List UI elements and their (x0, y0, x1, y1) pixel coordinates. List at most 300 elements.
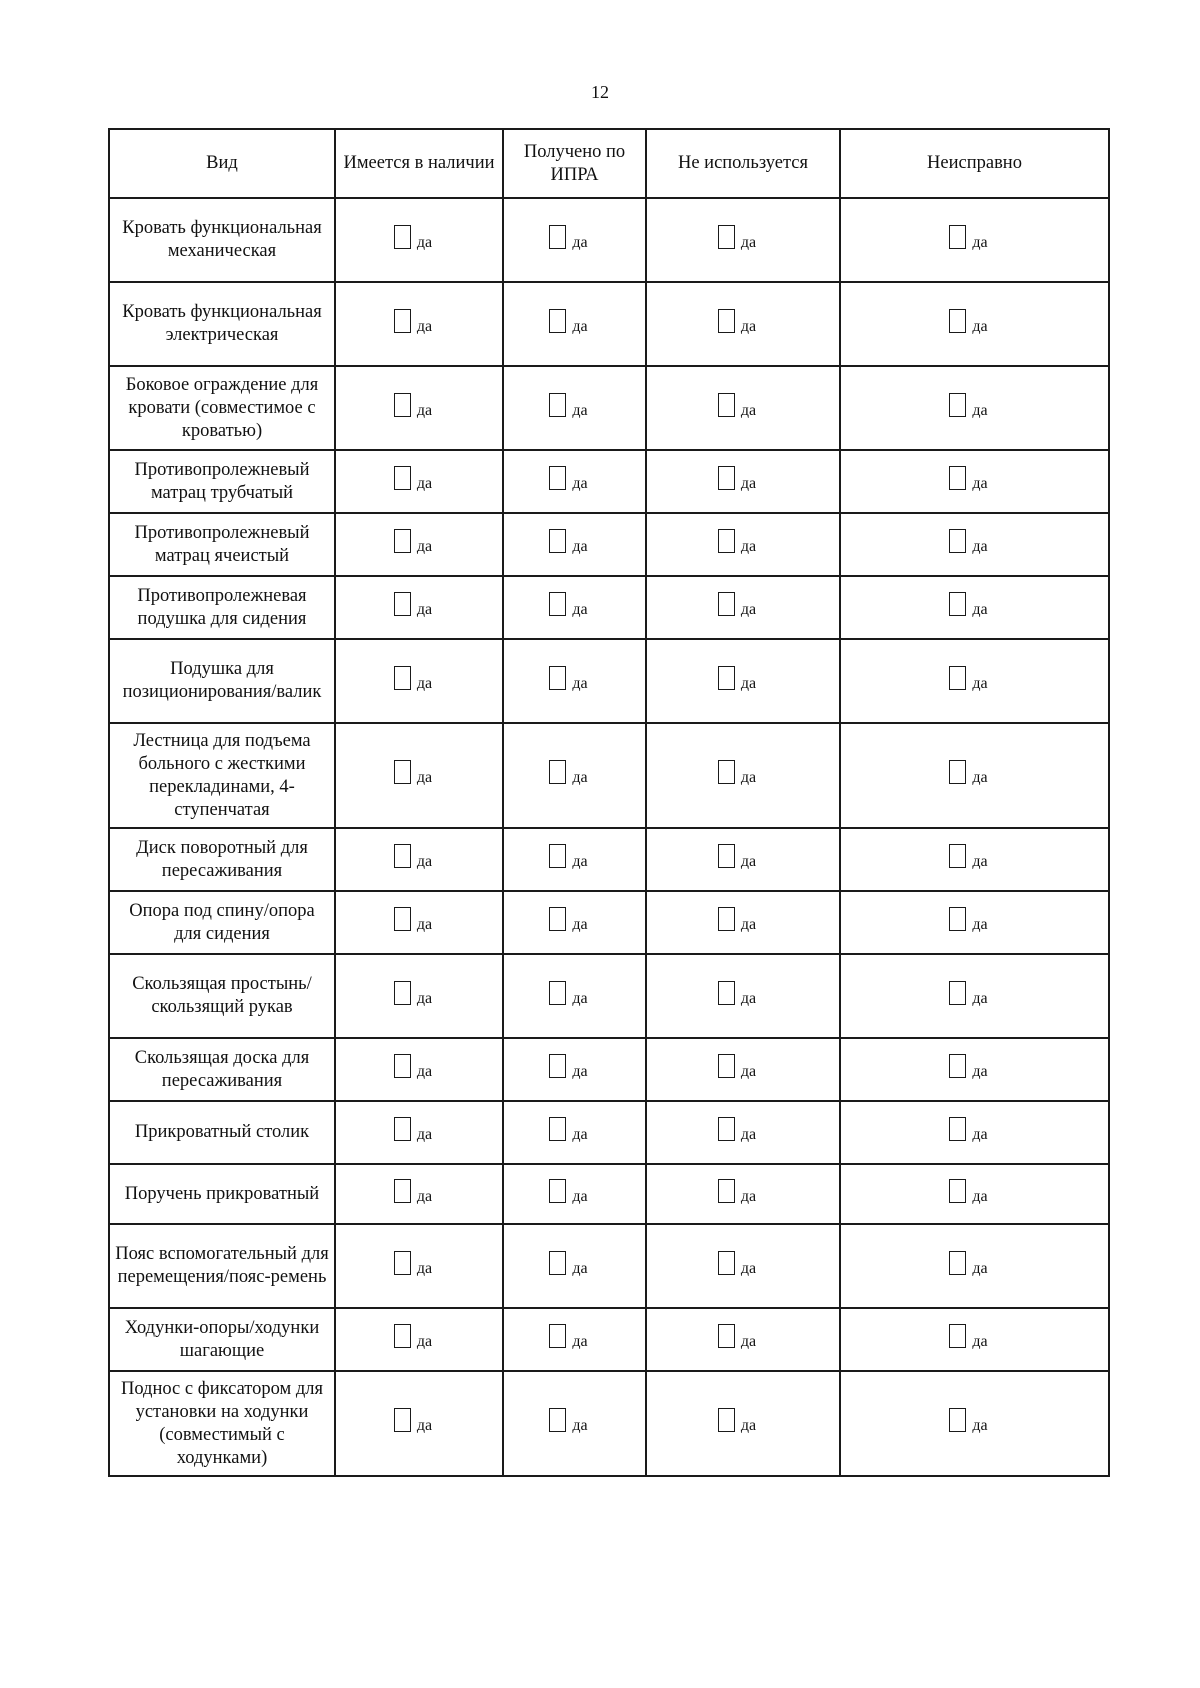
not-used-option[interactable] (718, 1179, 756, 1203)
cell-faulty (840, 828, 1109, 891)
table-row (109, 198, 1109, 282)
cell-faulty (840, 513, 1109, 576)
checkbox-received-ipra[interactable] (549, 1408, 566, 1432)
available-option[interactable] (394, 760, 432, 784)
received-ipra-option[interactable] (549, 760, 587, 784)
item-name: Кровать функциональная электрическая (109, 282, 335, 366)
cell-available (335, 366, 503, 450)
received-ipra-option[interactable] (549, 1408, 587, 1432)
checkbox-label: да (572, 1126, 588, 1143)
checkbox-available[interactable] (394, 1251, 411, 1275)
checkbox-label: да (416, 1417, 433, 1434)
cell-not-used (646, 576, 840, 639)
faulty-option[interactable] (949, 1054, 987, 1078)
cell-not-used (646, 639, 840, 723)
checkbox-label: да (416, 1063, 433, 1080)
checkbox-label: да (740, 1063, 757, 1080)
checkbox-not-used[interactable] (718, 1054, 735, 1078)
checkbox-label: да (972, 1417, 988, 1434)
checkbox-not-used[interactable] (718, 1251, 735, 1275)
checkbox-label: да (416, 853, 433, 870)
checkbox-label: да (972, 1333, 988, 1350)
checkbox-faulty[interactable] (949, 981, 966, 1005)
checkbox-faulty[interactable] (949, 666, 966, 690)
checkbox-label: да (416, 317, 433, 335)
checkbox-not-used[interactable] (718, 393, 735, 417)
not-used-option[interactable] (718, 309, 756, 333)
cell-faulty (840, 639, 1109, 723)
faulty-option[interactable] (949, 1117, 987, 1141)
checkbox-available[interactable] (394, 393, 411, 417)
checkbox-available[interactable] (394, 466, 411, 490)
checkbox-available[interactable] (394, 981, 411, 1005)
cell-faulty (840, 282, 1109, 366)
checkbox-not-used[interactable] (718, 1408, 735, 1432)
checkbox-not-used[interactable] (718, 592, 735, 616)
cell-received-ipra (503, 513, 646, 576)
cell-received-ipra (503, 639, 646, 723)
not-used-option[interactable] (718, 529, 756, 553)
cell-available (335, 828, 503, 891)
received-ipra-option[interactable] (549, 666, 587, 690)
cell-not-used (646, 1308, 840, 1371)
cell-available (335, 1164, 503, 1224)
checkbox-label: да (572, 916, 588, 933)
not-used-option[interactable] (718, 1251, 756, 1275)
received-ipra-option[interactable] (549, 907, 587, 931)
cell-not-used (646, 513, 840, 576)
faulty-option[interactable] (949, 592, 987, 616)
faulty-option[interactable] (949, 309, 987, 333)
cell-faulty (840, 198, 1109, 282)
faulty-option[interactable] (949, 1179, 987, 1203)
cell-received-ipra (503, 1101, 646, 1164)
item-name: Противопролежневый матрац трубчатый (109, 450, 335, 513)
cell-available (335, 639, 503, 723)
cell-not-used (646, 282, 840, 366)
checkbox-label: да (572, 674, 588, 692)
item-name: Противопролежневый матрац ячеистый (109, 513, 335, 576)
checkbox-available[interactable] (394, 1117, 411, 1141)
cell-faulty (840, 1101, 1109, 1164)
checkbox-available[interactable] (394, 760, 411, 784)
available-option[interactable] (394, 1324, 432, 1348)
table-row (109, 1101, 1109, 1164)
checkbox-received-ipra[interactable] (549, 1179, 566, 1203)
checkbox-received-ipra[interactable] (549, 760, 566, 784)
checkbox-available[interactable] (394, 1179, 411, 1203)
not-used-option[interactable] (718, 981, 756, 1005)
item-name: Поднос с фиксатором для установки на ходунки (совместимый с ходунками) (109, 1371, 335, 1476)
item-name: Лестница для подъема больного с жесткими перекладинами, 4-ступенчатая (109, 723, 335, 828)
faulty-option[interactable] (949, 1251, 987, 1275)
checkbox-label: да (416, 475, 433, 492)
table-body (109, 198, 1109, 1476)
checkbox-faulty[interactable] (949, 592, 966, 616)
checkbox-received-ipra[interactable] (549, 1054, 566, 1078)
checkbox-label: да (972, 538, 988, 555)
checkbox-not-used[interactable] (718, 981, 735, 1005)
item-name: Скользящая доска для пересаживания (109, 1038, 335, 1101)
checkbox-not-used[interactable] (718, 1117, 735, 1141)
item-name: Боковое ограждение для кровати (совместимое с кроватью) (109, 366, 335, 450)
available-option[interactable] (394, 1179, 432, 1203)
faulty-option[interactable] (949, 760, 987, 784)
table-row (109, 639, 1109, 723)
checkbox-label: да (740, 1259, 757, 1277)
checkbox-label: да (972, 1126, 988, 1143)
faulty-option[interactable] (949, 529, 987, 553)
checkbox-label: да (416, 1259, 433, 1277)
cell-available (335, 1101, 503, 1164)
received-ipra-option[interactable] (549, 393, 587, 417)
checkbox-label: да (972, 1063, 988, 1080)
checkbox-received-ipra[interactable] (549, 466, 566, 490)
checkbox-label: да (972, 989, 988, 1007)
cell-received-ipra (503, 954, 646, 1038)
checkbox-received-ipra[interactable] (549, 393, 566, 417)
table-row (109, 1164, 1109, 1224)
table-row (109, 828, 1109, 891)
received-ipra-option[interactable] (549, 225, 587, 249)
not-used-option[interactable] (718, 844, 756, 868)
cell-faulty (840, 1308, 1109, 1371)
checkbox-label: да (972, 1259, 988, 1277)
item-name: Противопролежневая подушка для сидения (109, 576, 335, 639)
header-received-ipra: Получено по ИПРА (503, 129, 646, 198)
cell-faulty (840, 366, 1109, 450)
checkbox-label: да (740, 1126, 757, 1143)
checkbox-label: да (740, 989, 757, 1007)
checkbox-label: да (740, 401, 757, 419)
cell-available (335, 576, 503, 639)
cell-available (335, 513, 503, 576)
checkbox-faulty[interactable] (949, 1054, 966, 1078)
checkbox-not-used[interactable] (718, 309, 735, 333)
cell-available (335, 198, 503, 282)
checkbox-available[interactable] (394, 309, 411, 333)
checkbox-not-used[interactable] (718, 225, 735, 249)
cell-not-used (646, 828, 840, 891)
faulty-option[interactable] (949, 981, 987, 1005)
received-ipra-option[interactable] (549, 466, 587, 490)
received-ipra-option[interactable] (549, 844, 587, 868)
cell-faulty (840, 1164, 1109, 1224)
checkbox-available[interactable] (394, 907, 411, 931)
cell-received-ipra (503, 366, 646, 450)
checkbox-label: да (972, 674, 988, 692)
table-row (109, 1038, 1109, 1101)
checkbox-faulty[interactable] (949, 1408, 966, 1432)
checkbox-label: да (416, 769, 433, 786)
available-option[interactable] (394, 225, 432, 249)
checkbox-available[interactable] (394, 1324, 411, 1348)
item-name: Прикроватный столик (109, 1101, 335, 1164)
faulty-option[interactable] (949, 666, 987, 690)
cell-available (335, 1371, 503, 1476)
checkbox-label: да (972, 1187, 988, 1205)
cell-received-ipra (503, 576, 646, 639)
header-faulty: Неисправно (840, 129, 1109, 198)
checkbox-faulty[interactable] (949, 1324, 966, 1348)
checkbox-faulty[interactable] (949, 529, 966, 553)
faulty-option[interactable] (949, 466, 987, 490)
cell-faulty (840, 1224, 1109, 1308)
item-name: Скользящая простынь/скользящий рукав (109, 954, 335, 1038)
available-option[interactable] (394, 981, 432, 1005)
checkbox-available[interactable] (394, 225, 411, 249)
available-option[interactable] (394, 1117, 432, 1141)
faulty-option[interactable] (949, 907, 987, 931)
available-option[interactable] (394, 529, 432, 553)
checkbox-label: да (572, 769, 588, 786)
checkbox-label: да (572, 475, 588, 492)
checkbox-label: да (416, 1333, 433, 1350)
item-name: Ходунки-опоры/ходунки шагающие (109, 1308, 335, 1371)
checkbox-not-used[interactable] (718, 907, 735, 931)
not-used-option[interactable] (718, 592, 756, 616)
header-not-used: Не используется (646, 129, 840, 198)
cell-not-used (646, 1224, 840, 1308)
not-used-option[interactable] (718, 1117, 756, 1141)
checkbox-received-ipra[interactable] (549, 1324, 566, 1348)
not-used-option[interactable] (718, 666, 756, 690)
checkbox-available[interactable] (394, 1408, 411, 1432)
table-row (109, 366, 1109, 450)
available-option[interactable] (394, 666, 432, 690)
cell-not-used (646, 891, 840, 954)
checkbox-faulty[interactable] (949, 1117, 966, 1141)
item-name: Диск поворотный для пересаживания (109, 828, 335, 891)
not-used-option[interactable] (718, 760, 756, 784)
item-name: Поручень прикроватный (109, 1164, 335, 1224)
checkbox-label: да (740, 1187, 757, 1205)
cell-not-used (646, 366, 840, 450)
table-row (109, 450, 1109, 513)
received-ipra-option[interactable] (549, 1054, 587, 1078)
table-row (109, 1371, 1109, 1476)
table-row (109, 576, 1109, 639)
checkbox-label: да (572, 538, 588, 555)
received-ipra-option[interactable] (549, 529, 587, 553)
received-ipra-option[interactable] (549, 981, 587, 1005)
checkbox-not-used[interactable] (718, 466, 735, 490)
cell-received-ipra (503, 1371, 646, 1476)
faulty-option[interactable] (949, 1408, 987, 1432)
checkbox-label: да (572, 233, 588, 251)
cell-available (335, 450, 503, 513)
checkbox-label: да (572, 1259, 588, 1277)
item-name: Опора под спину/опора для сидения (109, 891, 335, 954)
cell-not-used (646, 723, 840, 828)
checkbox-not-used[interactable] (718, 844, 735, 868)
cell-received-ipra (503, 828, 646, 891)
checkbox-faulty[interactable] (949, 309, 966, 333)
item-name: Пояс вспомогательный для перемещения/пояс-ремень (109, 1224, 335, 1308)
checkbox-faulty[interactable] (949, 844, 966, 868)
header-available: Имеется в наличии (335, 129, 503, 198)
checkbox-not-used[interactable] (718, 1179, 735, 1203)
cell-faulty (840, 1038, 1109, 1101)
checkbox-available[interactable] (394, 592, 411, 616)
checkbox-faulty[interactable] (949, 760, 966, 784)
not-used-option[interactable] (718, 225, 756, 249)
checkbox-label: да (416, 674, 433, 692)
checkbox-label: да (572, 317, 588, 335)
cell-not-used (646, 1101, 840, 1164)
checkbox-label: да (972, 317, 988, 335)
checkbox-not-used[interactable] (718, 529, 735, 553)
checkbox-label: да (572, 601, 588, 618)
checkbox-label: да (416, 601, 433, 618)
available-option[interactable] (394, 1054, 432, 1078)
checkbox-label: да (416, 989, 433, 1007)
cell-received-ipra (503, 1308, 646, 1371)
checkbox-faulty[interactable] (949, 393, 966, 417)
not-used-option[interactable] (718, 466, 756, 490)
available-option[interactable] (394, 393, 432, 417)
cell-received-ipra (503, 723, 646, 828)
cell-not-used (646, 1371, 840, 1476)
not-used-option[interactable] (718, 1054, 756, 1078)
checkbox-label: да (740, 1333, 757, 1350)
checkbox-faulty[interactable] (949, 1179, 966, 1203)
checkbox-received-ipra[interactable] (549, 592, 566, 616)
checkbox-received-ipra[interactable] (549, 981, 566, 1005)
cell-faulty (840, 450, 1109, 513)
cell-received-ipra (503, 1224, 646, 1308)
checkbox-label: да (572, 989, 588, 1007)
cell-received-ipra (503, 198, 646, 282)
checkbox-label: да (740, 233, 757, 251)
checkbox-label: да (416, 1187, 433, 1205)
table-row (109, 891, 1109, 954)
checkbox-available[interactable] (394, 529, 411, 553)
checkbox-received-ipra[interactable] (549, 225, 566, 249)
received-ipra-option[interactable] (549, 1117, 587, 1141)
faulty-option[interactable] (949, 225, 987, 249)
checkbox-label: да (572, 1187, 588, 1205)
not-used-option[interactable] (718, 1324, 756, 1348)
cell-not-used (646, 198, 840, 282)
available-option[interactable] (394, 309, 432, 333)
checkbox-label: да (572, 401, 588, 419)
received-ipra-option[interactable] (549, 592, 587, 616)
received-ipra-option[interactable] (549, 1251, 587, 1275)
checkbox-received-ipra[interactable] (549, 907, 566, 931)
checkbox-received-ipra[interactable] (549, 844, 566, 868)
checkbox-label: да (740, 475, 757, 492)
checkbox-received-ipra[interactable] (549, 666, 566, 690)
checkbox-label: да (416, 538, 433, 555)
checkbox-label: да (572, 1063, 588, 1080)
cell-faulty (840, 954, 1109, 1038)
cell-faulty (840, 576, 1109, 639)
available-option[interactable] (394, 1408, 432, 1432)
cell-not-used (646, 954, 840, 1038)
checkbox-label: да (972, 853, 988, 870)
table-row (109, 1308, 1109, 1371)
checkbox-available[interactable] (394, 1054, 411, 1078)
not-used-option[interactable] (718, 1408, 756, 1432)
checkbox-label: да (572, 1417, 588, 1434)
available-option[interactable] (394, 907, 432, 931)
cell-faulty (840, 723, 1109, 828)
checkbox-faulty[interactable] (949, 1251, 966, 1275)
received-ipra-option[interactable] (549, 1324, 587, 1348)
cell-received-ipra (503, 450, 646, 513)
received-ipra-option[interactable] (549, 1179, 587, 1203)
checkbox-label: да (740, 769, 757, 786)
cell-not-used (646, 450, 840, 513)
checkbox-faulty[interactable] (949, 225, 966, 249)
not-used-option[interactable] (718, 907, 756, 931)
not-used-option[interactable] (718, 393, 756, 417)
cell-faulty (840, 891, 1109, 954)
checkbox-label: да (572, 1333, 588, 1350)
available-option[interactable] (394, 1251, 432, 1275)
faulty-option[interactable] (949, 393, 987, 417)
checkbox-label: да (972, 233, 988, 251)
cell-available (335, 282, 503, 366)
checkbox-not-used[interactable] (718, 760, 735, 784)
cell-received-ipra (503, 1038, 646, 1101)
checkbox-available[interactable] (394, 844, 411, 868)
checkbox-received-ipra[interactable] (549, 1117, 566, 1141)
cell-received-ipra (503, 282, 646, 366)
checkbox-label: да (740, 317, 757, 335)
checkbox-label: да (572, 853, 588, 870)
checkbox-label: да (740, 916, 757, 933)
checkbox-label: да (972, 916, 988, 933)
cell-available (335, 891, 503, 954)
cell-available (335, 1224, 503, 1308)
checkbox-available[interactable] (394, 666, 411, 690)
cell-received-ipra (503, 1164, 646, 1224)
checkbox-label: да (416, 1126, 433, 1143)
table-row (109, 513, 1109, 576)
faulty-option[interactable] (949, 844, 987, 868)
table-row (109, 1224, 1109, 1308)
checkbox-label: да (972, 769, 988, 786)
equipment-table (108, 128, 1110, 1477)
checkbox-label: да (740, 674, 757, 692)
checkbox-received-ipra[interactable] (549, 1251, 566, 1275)
faulty-option[interactable] (949, 1324, 987, 1348)
cell-available (335, 1038, 503, 1101)
checkbox-not-used[interactable] (718, 1324, 735, 1348)
checkbox-label: да (416, 916, 433, 933)
cell-faulty (840, 1371, 1109, 1476)
available-option[interactable] (394, 466, 432, 490)
checkbox-received-ipra[interactable] (549, 309, 566, 333)
item-name: Кровать функциональная механическая (109, 198, 335, 282)
checkbox-faulty[interactable] (949, 466, 966, 490)
cell-not-used (646, 1164, 840, 1224)
checkbox-label: да (972, 601, 988, 618)
checkbox-not-used[interactable] (718, 666, 735, 690)
checkbox-label: да (740, 538, 757, 555)
received-ipra-option[interactable] (549, 309, 587, 333)
checkbox-label: да (740, 853, 757, 870)
checkbox-received-ipra[interactable] (549, 529, 566, 553)
cell-available (335, 1308, 503, 1371)
available-option[interactable] (394, 592, 432, 616)
table-header-row (109, 129, 1109, 198)
checkbox-faulty[interactable] (949, 907, 966, 931)
checkbox-label: да (972, 475, 988, 492)
available-option[interactable] (394, 844, 432, 868)
